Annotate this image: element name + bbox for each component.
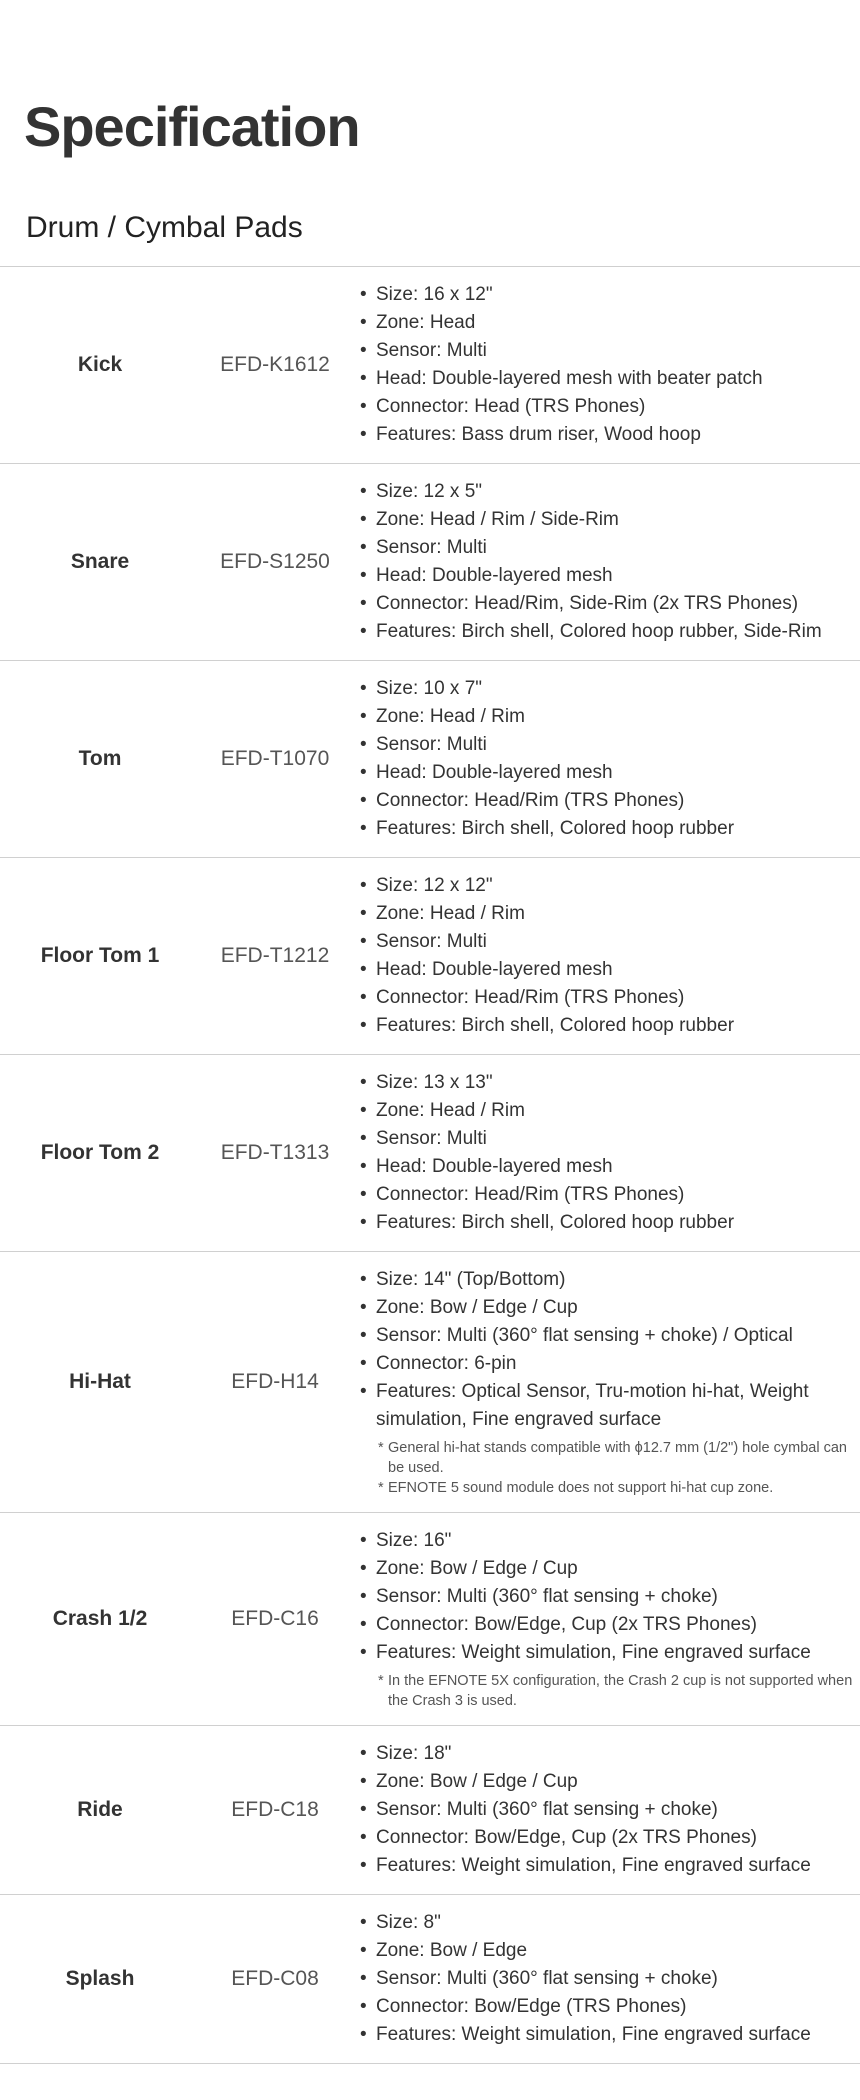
- pad-name: Kick: [0, 267, 200, 464]
- spec-item: • Zone: Bow / Edge / Cup: [360, 1294, 860, 1322]
- spec-row: [0, 464, 860, 661]
- spec-item: • Connector: Head/Rim, Side-Rim (2x TRS Phones): [360, 590, 860, 618]
- footnote: * EFNOTE 5 sound module does not support hi-hat cup zone.: [378, 1478, 860, 1498]
- spec-details: [350, 1895, 860, 2064]
- model-number: EFD-T1212: [200, 858, 350, 1055]
- spec-details: [350, 464, 860, 661]
- model-number: EFD-T1313: [200, 1055, 350, 1252]
- spec-item: • Head: Double-layered mesh: [360, 759, 860, 787]
- model-number: EFD-C18: [200, 1726, 350, 1895]
- spec-item: • Features: Weight simulation, Fine engraved surface: [360, 2021, 860, 2049]
- spec-details: [350, 1252, 860, 1513]
- spec-item: • Sensor: Multi (360° flat sensing + choke): [360, 1796, 860, 1824]
- spec-item: • Features: Weight simulation, Fine engraved surface: [360, 1852, 860, 1880]
- spec-details: [350, 1513, 860, 1726]
- model-number: EFD-S1250: [200, 464, 350, 661]
- spec-item: • Features: Birch shell, Colored hoop rubber, Side-Rim: [360, 618, 860, 646]
- spec-item: • Size: 13 x 13": [360, 1069, 860, 1097]
- spec-item: • Size: 12 x 12": [360, 872, 860, 900]
- page-title: Specification: [24, 95, 360, 158]
- pad-name: Ride: [0, 1726, 200, 1895]
- spec-item: • Size: 16": [360, 1527, 860, 1555]
- spec-row: [0, 1513, 860, 1726]
- pad-name: Crash 1/2: [0, 1513, 200, 1726]
- spec-details: [350, 1055, 860, 1252]
- note-list: [360, 1438, 860, 1498]
- spec-item: • Connector: Head/Rim (TRS Phones): [360, 1181, 860, 1209]
- spec-table-body: [0, 267, 860, 2064]
- spec-row: [0, 1252, 860, 1513]
- spec-item: • Zone: Head / Rim: [360, 703, 860, 731]
- spec-item: • Connector: Bow/Edge, Cup (2x TRS Phones): [360, 1824, 860, 1852]
- spec-table: [0, 267, 860, 2064]
- section-title: Drum / Cymbal Pads: [0, 175, 860, 267]
- spec-item: • Sensor: Multi: [360, 337, 860, 365]
- pad-name: Tom: [0, 661, 200, 858]
- model-number: EFD-K1612: [200, 267, 350, 464]
- model-number: EFD-C08: [200, 1895, 350, 2064]
- spec-item: • Sensor: Multi: [360, 928, 860, 956]
- spec-item: • Sensor: Multi (360° flat sensing + choke): [360, 1965, 860, 1993]
- spec-item: • Zone: Bow / Edge: [360, 1937, 860, 1965]
- spec-item: • Head: Double-layered mesh with beater patch: [360, 365, 860, 393]
- spec-item: • Size: 18": [360, 1740, 860, 1768]
- spec-item: • Sensor: Multi (360° flat sensing + choke) / Optical: [360, 1322, 860, 1350]
- spec-item: • Size: 8": [360, 1909, 860, 1937]
- spec-item: • Connector: Bow/Edge (TRS Phones): [360, 1993, 860, 2021]
- spec-list: [360, 1909, 860, 2049]
- spec-item: • Sensor: Multi (360° flat sensing + choke): [360, 1583, 860, 1611]
- spec-item: • Features: Birch shell, Colored hoop rubber: [360, 1209, 860, 1237]
- spec-item: • Zone: Head / Rim: [360, 900, 860, 928]
- spec-item: • Size: 12 x 5": [360, 478, 860, 506]
- spec-row: [0, 267, 860, 464]
- spec-item: • Head: Double-layered mesh: [360, 956, 860, 984]
- footnote: * General hi-hat stands compatible with ϕ12.7 mm (1/2") hole cymbal can be used.: [378, 1438, 860, 1478]
- note-list: [360, 1671, 860, 1711]
- spec-item: • Sensor: Multi: [360, 534, 860, 562]
- spec-details: [350, 858, 860, 1055]
- spec-item: • Features: Weight simulation, Fine engraved surface: [360, 1639, 860, 1667]
- spec-list: [360, 281, 860, 449]
- model-number: EFD-T1070: [200, 661, 350, 858]
- spec-item: • Zone: Head: [360, 309, 860, 337]
- spec-item: • Features: Bass drum riser, Wood hoop: [360, 421, 860, 449]
- spec-list: [360, 872, 860, 1040]
- spec-item: • Connector: Head/Rim (TRS Phones): [360, 984, 860, 1012]
- pad-name: Splash: [0, 1895, 200, 2064]
- spec-list: [360, 478, 860, 646]
- pad-name: Floor Tom 1: [0, 858, 200, 1055]
- footnote: * In the EFNOTE 5X configuration, the Crash 2 cup is not supported when the Crash 3 is used.: [378, 1671, 860, 1711]
- spec-item: • Connector: 6-pin: [360, 1350, 860, 1378]
- spec-row: [0, 1055, 860, 1252]
- spec-row: [0, 858, 860, 1055]
- spec-item: • Zone: Head / Rim: [360, 1097, 860, 1125]
- spec-item: • Sensor: Multi: [360, 1125, 860, 1153]
- spec-item: • Features: Birch shell, Colored hoop rubber: [360, 1012, 860, 1040]
- spec-list: [360, 1266, 860, 1434]
- spec-row: [0, 1726, 860, 1895]
- spec-row: [0, 1895, 860, 2064]
- spec-details: [350, 661, 860, 858]
- spec-list: [360, 1527, 860, 1667]
- spec-row: [0, 661, 860, 858]
- spec-item: • Connector: Bow/Edge, Cup (2x TRS Phones): [360, 1611, 860, 1639]
- spec-item: • Zone: Head / Rim / Side-Rim: [360, 506, 860, 534]
- spec-list: [360, 1740, 860, 1880]
- spec-item: • Size: 10 x 7": [360, 675, 860, 703]
- model-number: EFD-H14: [200, 1252, 350, 1513]
- spec-item: • Features: Birch shell, Colored hoop rubber: [360, 815, 860, 843]
- spec-item: • Connector: Head (TRS Phones): [360, 393, 860, 421]
- spec-list: [360, 1069, 860, 1237]
- spec-list: [360, 675, 860, 843]
- spec-details: [350, 1726, 860, 1895]
- pad-name: Floor Tom 2: [0, 1055, 200, 1252]
- spec-item: • Connector: Head/Rim (TRS Phones): [360, 787, 860, 815]
- model-number: EFD-C16: [200, 1513, 350, 1726]
- pad-name: Hi-Hat: [0, 1252, 200, 1513]
- spec-item: • Features: Optical Sensor, Tru-motion hi-hat, Weight simulation, Fine engraved surface: [360, 1378, 860, 1434]
- pad-name: Snare: [0, 464, 200, 661]
- spec-item: • Head: Double-layered mesh: [360, 562, 860, 590]
- spec-item: • Sensor: Multi: [360, 731, 860, 759]
- spec-item: • Zone: Bow / Edge / Cup: [360, 1768, 860, 1796]
- spec-details: [350, 267, 860, 464]
- spec-item: • Size: 16 x 12": [360, 281, 860, 309]
- spec-item: • Head: Double-layered mesh: [360, 1153, 860, 1181]
- spec-item: • Zone: Bow / Edge / Cup: [360, 1555, 860, 1583]
- spec-item: • Size: 14" (Top/Bottom): [360, 1266, 860, 1294]
